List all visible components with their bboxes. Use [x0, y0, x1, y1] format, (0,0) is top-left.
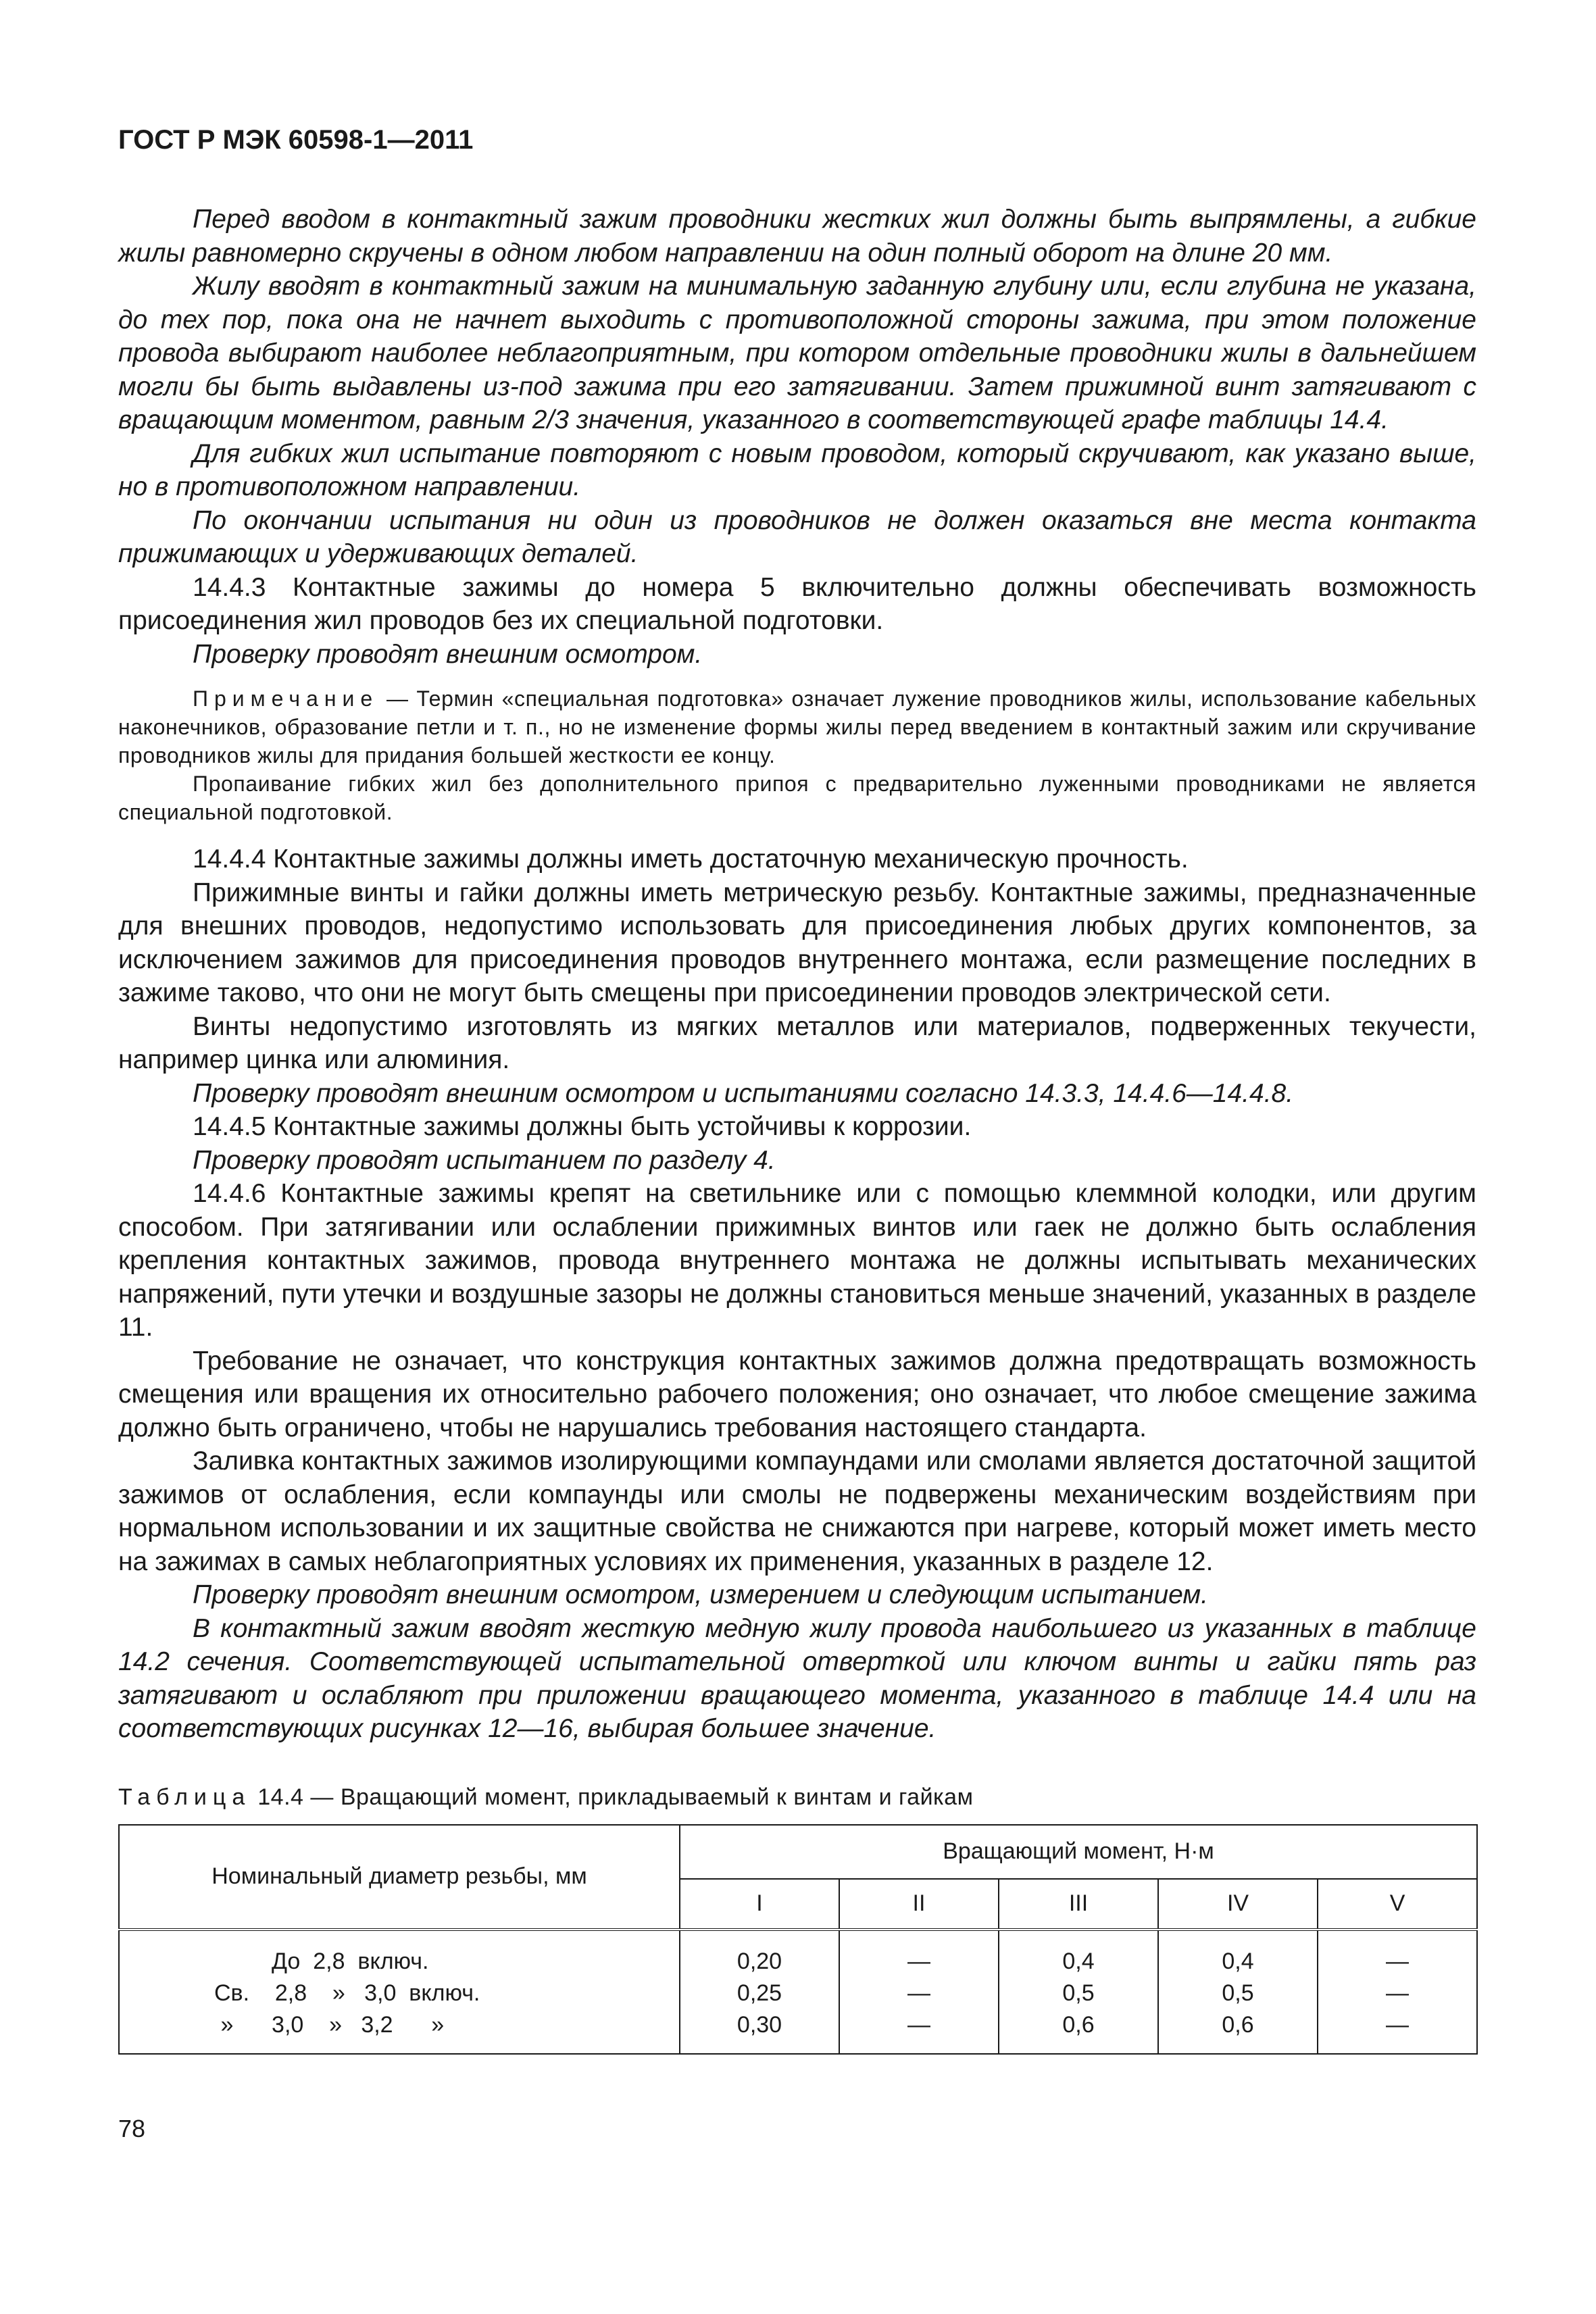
paragraph: Прижимные винты и гайки должны иметь метрическую резьбу. Контактные зажимы, предназначенные для внешних проводов, недопустимо использовать для присоединения любых других компонентов, за исключением зажимов для присоединения проводов внутреннего монтажа, если размещение последних в зажиме таково, что они не могут быть смещены при присоединении проводов электрической сети. [118, 878, 1476, 1007]
note-label: Примечание [193, 686, 379, 711]
table-value: — [907, 1948, 930, 1974]
table-cell-col-iii [999, 1930, 1158, 2054]
table-caption [118, 1782, 1476, 1812]
table-subheader: III [999, 1879, 1158, 1930]
note-block [118, 684, 1476, 826]
paragraph: Перед вводом в контактный зажим проводники жестких жил должны быть выпрямлены, а гибкие жилы равномерно скручены в одном любом направлении на один полный оборот на длине 20 мм. [118, 205, 1476, 268]
paragraph: 14.4.4 Контактные зажимы должны иметь достаточную механическую прочность. [193, 845, 1189, 874]
table-caption-label: Таблица [118, 1784, 251, 1810]
table-value: 0,20 [737, 1948, 782, 1974]
page-number: 78 [118, 2115, 146, 2142]
table-subheader: IV [1158, 1879, 1318, 1930]
paragraph: 14.4.3 Контактные зажимы до номера 5 включительно должны обеспечивать возможность присоединения жил проводов без их специальной подготовки. [118, 572, 1476, 635]
range-line: Св. 2,8 » 3,0 включ. [214, 1980, 480, 2006]
table-caption-text: 14.4 — Вращающий момент, прикладываемый к винтам и гайкам [251, 1784, 974, 1810]
table-subheader: V [1318, 1879, 1477, 1930]
table-cell-col-i [680, 1930, 839, 2054]
table-value: — [907, 1980, 930, 2006]
paragraph: По окончании испытания ни один из проводников не должен оказаться вне места контакта прижимающих и удерживающих деталей. [118, 505, 1476, 568]
table-value: — [907, 2011, 930, 2038]
paragraph: Винты недопустимо изготовлять из мягких металлов или материалов, подверженных текучести, например цинка или алюминия. [118, 1011, 1476, 1074]
paragraph: 14.4.6 Контактные зажимы крепят на светильнике или с помощью клеммной колодки, или другим способом. При затягивании или ослаблении прижимных винтов или гаек не должно быть ослабления крепления контактных зажимов, провода внутреннего монтажа не должны испытывать механических напряжений, пути утечки и воздушные зазоры не должны становиться меньше значений, указанных в разделе 11. [118, 1179, 1476, 1342]
paragraph: Жилу вводят в контактный зажим на минимальную заданную глубину или, если глубина не указана, до тех пор, пока она не начнет выходить с противоположной стороны зажима, при этом положение провода выбирают наиболее неблагоприятным, при котором отдельные проводники жилы в дальнейшем могли бы быть выдавлены из-под зажима при его затягивании. Затем прижимной винт затягивают с вращающим моментом, равным 2/3 значения, указанного в соответствующей графе таблицы 14.4. [118, 272, 1476, 434]
document-body [118, 203, 1476, 2055]
torque-table [118, 1824, 1478, 2055]
table-header-diameter: Номинальный диаметр резьбы, мм [119, 1825, 680, 1930]
paragraph: Для гибких жил испытание повторяют с новым проводом, который скручивают, как указано выше, но в противоположном направлении. [118, 438, 1476, 501]
note-paragraph [118, 684, 1476, 770]
table-cell-col-v [1318, 1930, 1477, 2054]
table-value: 0,6 [1062, 2011, 1095, 2038]
table-header-torque: Вращающий момент, Н·м [680, 1825, 1477, 1879]
paragraph: В контактный зажим вводят жесткую медную жилу провода наибольшего из указанных в таблице 14.2 сечения. Соответствующей испытательной отверткой или ключом винты и гайки пять раз затягивают и ослабляют при приложении вращающего момента, указанного в таблице 14.4 или на соответствующих рисунках 12—16, выбирая большее значение. [118, 1613, 1476, 1743]
table-value: 0,5 [1222, 1980, 1254, 2006]
table-cell-col-ii [839, 1930, 999, 2054]
paragraph: Проверку проводят внешним осмотром и испытаниями согласно 14.3.3, 14.4.6—14.4.8. [193, 1078, 1294, 1108]
table-subheader: I [680, 1879, 839, 1930]
table-cell-ranges [119, 1930, 680, 2054]
table-value: 0,25 [737, 1980, 782, 2006]
table-value: 0,6 [1222, 2011, 1254, 2038]
table-value: — [1386, 1980, 1410, 2006]
paragraph: 14.4.5 Контактные зажимы должны быть устойчивы к коррозии. [193, 1112, 972, 1141]
paragraph: Проверку проводят внешним осмотром, измерением и следующим испытанием. [193, 1580, 1208, 1609]
table-value: — [1386, 2011, 1410, 2038]
table-subheader: II [839, 1879, 999, 1930]
table-value: 0,4 [1222, 1948, 1254, 1974]
table-value: — [1386, 1948, 1410, 1974]
table-value: 0,4 [1062, 1948, 1095, 1974]
note-paragraph: Пропаивание гибких жил без дополнительного припоя с предварительно луженными проводниками не является специальной подготовкой. [118, 772, 1476, 824]
paragraph: Проверку проводят испытанием по разделу 4. [193, 1145, 776, 1175]
paragraph: Проверку проводят внешним осмотром. [193, 639, 703, 669]
table-value: 0,30 [737, 2011, 782, 2038]
note-text: — Термин «специальная подготовка» означает лужение проводников жилы, использование кабельных наконечников, образование петли и т. п., но не изменение формы жилы перед введением в контактный зажим или скручивание проводников жилы для придания большей жесткости ее концу. [118, 686, 1476, 768]
table-cell-col-iv [1158, 1930, 1318, 2054]
document-header: ГОСТ Р МЭК 60598-1—2011 [118, 125, 474, 155]
paragraph: Требование не означает, что конструкция контактных зажимов должна предотвращать возможность смещения или вращения их относительно рабочего положения; оно означает, что любое смещение зажима должно быть ограничено, чтобы не нарушались требования настоящего стандарта. [118, 1346, 1476, 1442]
paragraph: Заливка контактных зажимов изолирующими компаундами или смолами является достаточной защитой зажимов от ослабления, если компаунды или смолы не подвержены механическим воздействиям при нормальном использовании и их защитные свойства не снижаются при нагреве, который может иметь место на зажимах в самых неблагоприятных условиях их применения, указанных в разделе 12. [118, 1447, 1476, 1576]
table-row [119, 1930, 1477, 2054]
range-line: До 2,8 включ. [214, 1948, 429, 1974]
table-value: 0,5 [1062, 1980, 1095, 2006]
range-line: » 3,0 » 3,2 » [214, 2011, 445, 2038]
